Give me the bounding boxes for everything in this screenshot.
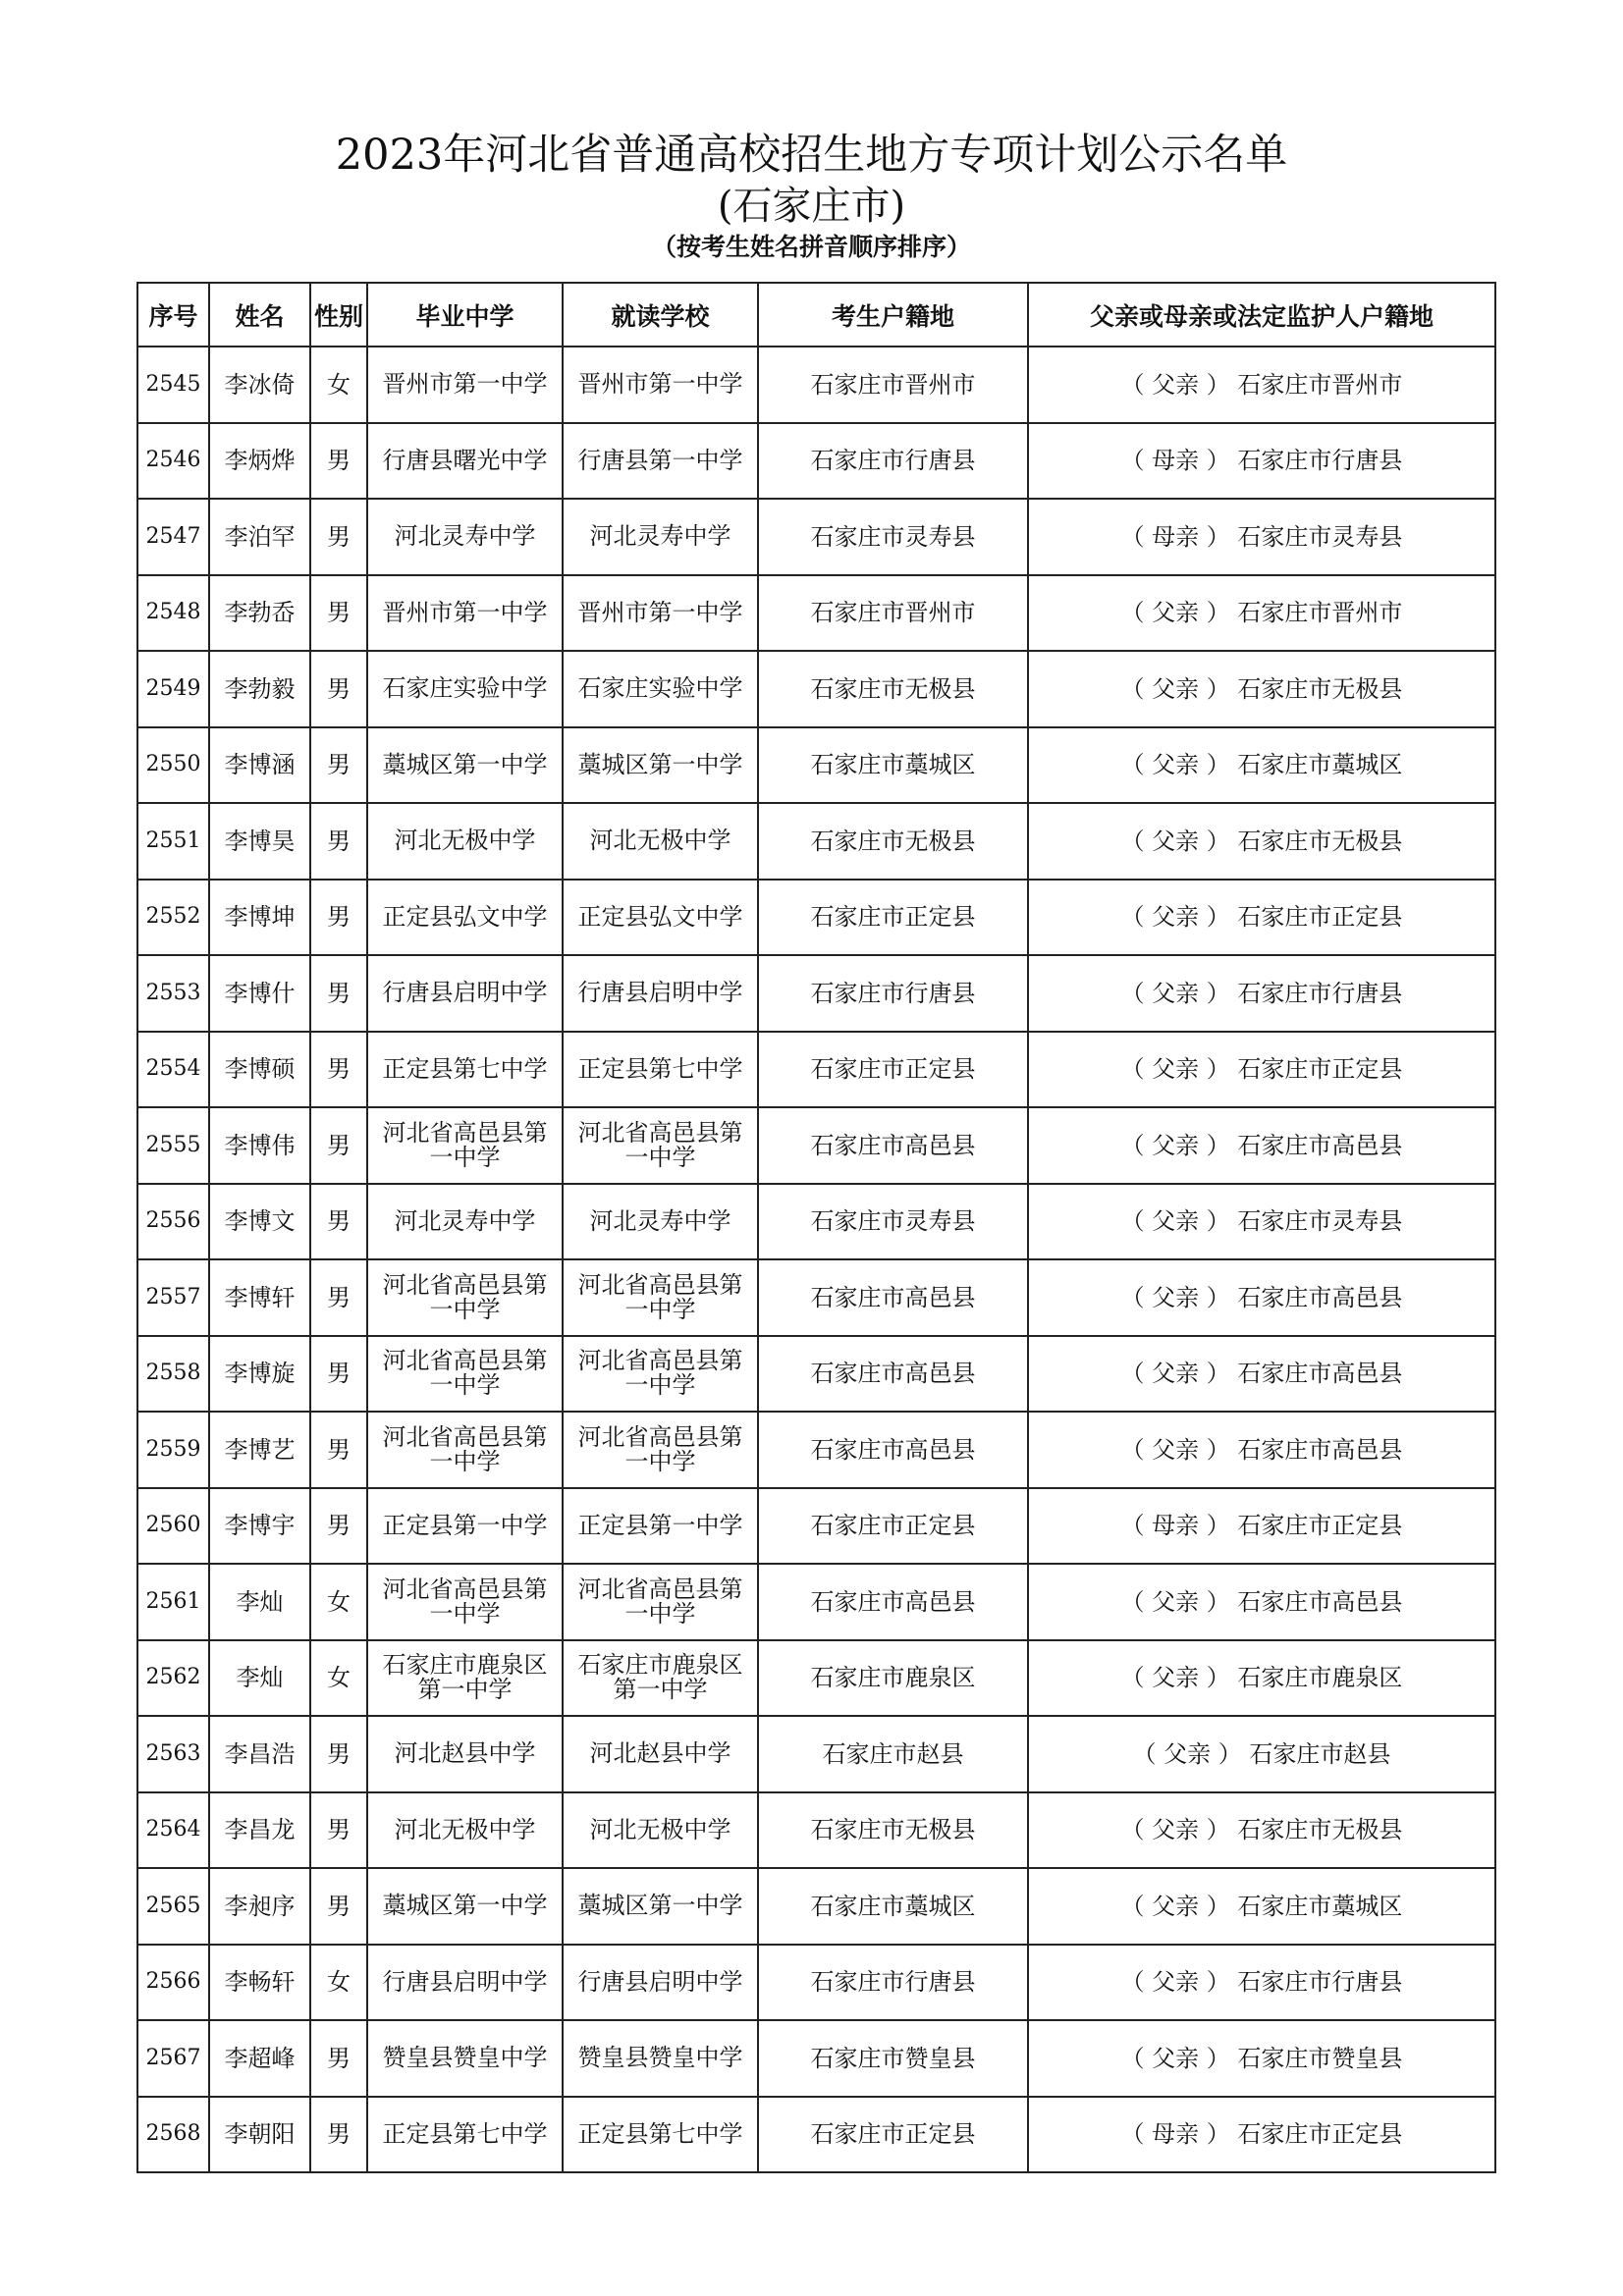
cell-current-school: 石家庄市鹿泉区第一中学 bbox=[563, 1640, 758, 1717]
cell-gender: 男 bbox=[310, 575, 367, 652]
cell-guardian-residence: （ 父亲 ） 石家庄市藁城区 bbox=[1028, 1868, 1495, 1945]
table-row bbox=[137, 1336, 1495, 1413]
cell-guardian-residence: （ 父亲 ） 石家庄市晋州市 bbox=[1028, 347, 1495, 423]
cell-guardian-residence: （ 母亲 ） 石家庄市正定县 bbox=[1028, 2097, 1495, 2173]
cell-current-school: 晋州市第一中学 bbox=[563, 347, 758, 423]
cell-graduated-school: 河北灵寿中学 bbox=[367, 499, 563, 575]
cell-graduated-school: 河北赵县中学 bbox=[367, 1716, 563, 1792]
table-row bbox=[137, 1107, 1495, 1184]
table-row bbox=[137, 575, 1495, 652]
cell-student-residence: 石家庄市高邑县 bbox=[758, 1259, 1028, 1336]
cell-name: 李博伟 bbox=[209, 1107, 310, 1184]
cell-student-residence: 石家庄市正定县 bbox=[758, 880, 1028, 956]
table-row bbox=[137, 651, 1495, 727]
cell-guardian-residence: （ 父亲 ） 石家庄市正定县 bbox=[1028, 880, 1495, 956]
cell-name: 李博文 bbox=[209, 1184, 310, 1260]
cell-gender: 男 bbox=[310, 1032, 367, 1108]
cell-student-residence: 石家庄市高邑县 bbox=[758, 1412, 1028, 1488]
cell-current-school: 河北省高邑县第一中学 bbox=[563, 1259, 758, 1336]
cell-current-school: 河北灵寿中学 bbox=[563, 499, 758, 575]
cell-graduated-school: 晋州市第一中学 bbox=[367, 575, 563, 652]
cell-guardian-residence: （ 父亲 ） 石家庄市赞皇县 bbox=[1028, 2020, 1495, 2097]
cell-student-residence: 石家庄市晋州市 bbox=[758, 347, 1028, 423]
cell-gender: 男 bbox=[310, 1107, 367, 1184]
cell-current-school: 河北省高邑县第一中学 bbox=[563, 1412, 758, 1488]
cell-current-school: 河北灵寿中学 bbox=[563, 1184, 758, 1260]
cell-graduated-school: 河北省高邑县第一中学 bbox=[367, 1336, 563, 1413]
cell-gender: 男 bbox=[310, 1412, 367, 1488]
cell-serial: 2566 bbox=[137, 1945, 209, 2021]
cell-serial: 2560 bbox=[137, 1488, 209, 1565]
cell-name: 李泊罕 bbox=[209, 499, 310, 575]
cell-name: 李昌龙 bbox=[209, 1792, 310, 1869]
table-body bbox=[137, 347, 1495, 2172]
cell-serial: 2565 bbox=[137, 1868, 209, 1945]
cell-name: 李博宇 bbox=[209, 1488, 310, 1565]
cell-graduated-school: 河北无极中学 bbox=[367, 1792, 563, 1869]
cell-name: 李灿 bbox=[209, 1564, 310, 1640]
cell-graduated-school: 行唐县启明中学 bbox=[367, 955, 563, 1032]
cell-guardian-residence: （ 父亲 ） 石家庄市灵寿县 bbox=[1028, 1184, 1495, 1260]
cell-name: 李畅轩 bbox=[209, 1945, 310, 2021]
cell-graduated-school: 河北省高邑县第一中学 bbox=[367, 1412, 563, 1488]
header-name: 姓名 bbox=[209, 283, 310, 347]
cell-current-school: 行唐县启明中学 bbox=[563, 1945, 758, 2021]
cell-student-residence: 石家庄市无极县 bbox=[758, 1792, 1028, 1869]
cell-student-residence: 石家庄市赞皇县 bbox=[758, 2020, 1028, 2097]
cell-gender: 女 bbox=[310, 1945, 367, 2021]
table-row bbox=[137, 803, 1495, 880]
header-current-school: 就读学校 bbox=[563, 283, 758, 347]
cell-current-school: 石家庄实验中学 bbox=[563, 651, 758, 727]
page-title: 2023年河北省普通高校招生地方专项计划公示名单 bbox=[335, 131, 1288, 180]
cell-student-residence: 石家庄市高邑县 bbox=[758, 1336, 1028, 1413]
cell-student-residence: 石家庄市正定县 bbox=[758, 1488, 1028, 1565]
cell-current-school: 晋州市第一中学 bbox=[563, 575, 758, 652]
cell-student-residence: 石家庄市灵寿县 bbox=[758, 499, 1028, 575]
cell-current-school: 赞皇县赞皇中学 bbox=[563, 2020, 758, 2097]
table-row bbox=[137, 1640, 1495, 1717]
cell-graduated-school: 石家庄市鹿泉区第一中学 bbox=[367, 1640, 563, 1717]
cell-guardian-residence: （ 父亲 ） 石家庄市藁城区 bbox=[1028, 727, 1495, 804]
cell-graduated-school: 正定县第七中学 bbox=[367, 1032, 563, 1108]
cell-graduated-school: 赞皇县赞皇中学 bbox=[367, 2020, 563, 2097]
cell-current-school: 行唐县第一中学 bbox=[563, 423, 758, 500]
cell-graduated-school: 石家庄实验中学 bbox=[367, 651, 563, 727]
cell-guardian-residence: （ 父亲 ） 石家庄市高邑县 bbox=[1028, 1107, 1495, 1184]
cell-graduated-school: 晋州市第一中学 bbox=[367, 347, 563, 423]
cell-current-school: 河北省高邑县第一中学 bbox=[563, 1564, 758, 1640]
cell-student-residence: 石家庄市行唐县 bbox=[758, 423, 1028, 500]
table-row bbox=[137, 1184, 1495, 1260]
cell-current-school: 河北无极中学 bbox=[563, 803, 758, 880]
candidate-list-table bbox=[136, 282, 1496, 2173]
cell-guardian-residence: （ 父亲 ） 石家庄市行唐县 bbox=[1028, 1945, 1495, 2021]
cell-guardian-residence: （ 父亲 ） 石家庄市正定县 bbox=[1028, 1032, 1495, 1108]
cell-student-residence: 石家庄市藁城区 bbox=[758, 727, 1028, 804]
cell-graduated-school: 河北省高邑县第一中学 bbox=[367, 1107, 563, 1184]
table-row bbox=[137, 1564, 1495, 1640]
cell-gender: 男 bbox=[310, 499, 367, 575]
cell-student-residence: 石家庄市灵寿县 bbox=[758, 1184, 1028, 1260]
table-row bbox=[137, 1488, 1495, 1565]
cell-name: 李博旋 bbox=[209, 1336, 310, 1413]
cell-name: 李冰倚 bbox=[209, 347, 310, 423]
cell-gender: 女 bbox=[310, 1564, 367, 1640]
header-guardian-residence: 父亲或母亲或法定监护人户籍地 bbox=[1028, 283, 1495, 347]
cell-serial: 2549 bbox=[137, 651, 209, 727]
cell-serial: 2547 bbox=[137, 499, 209, 575]
cell-current-school: 行唐县启明中学 bbox=[563, 955, 758, 1032]
cell-serial: 2564 bbox=[137, 1792, 209, 1869]
cell-serial: 2558 bbox=[137, 1336, 209, 1413]
cell-gender: 男 bbox=[310, 880, 367, 956]
table-header-row bbox=[137, 283, 1495, 347]
cell-current-school: 河北省高邑县第一中学 bbox=[563, 1107, 758, 1184]
cell-student-residence: 石家庄市鹿泉区 bbox=[758, 1640, 1028, 1717]
table-row bbox=[137, 499, 1495, 575]
cell-graduated-school: 行唐县启明中学 bbox=[367, 1945, 563, 2021]
cell-name: 李昌浩 bbox=[209, 1716, 310, 1792]
cell-name: 李博什 bbox=[209, 955, 310, 1032]
cell-gender: 男 bbox=[310, 955, 367, 1032]
cell-student-residence: 石家庄市晋州市 bbox=[758, 575, 1028, 652]
cell-serial: 2553 bbox=[137, 955, 209, 1032]
cell-serial: 2556 bbox=[137, 1184, 209, 1260]
cell-guardian-residence: （ 父亲 ） 石家庄市高邑县 bbox=[1028, 1564, 1495, 1640]
cell-guardian-residence: （ 父亲 ） 石家庄市高邑县 bbox=[1028, 1412, 1495, 1488]
cell-guardian-residence: （ 父亲 ） 石家庄市赵县 bbox=[1028, 1716, 1495, 1792]
cell-serial: 2563 bbox=[137, 1716, 209, 1792]
table-row bbox=[137, 2097, 1495, 2173]
cell-name: 李朝阳 bbox=[209, 2097, 310, 2173]
cell-gender: 男 bbox=[310, 1184, 367, 1260]
cell-guardian-residence: （ 父亲 ） 石家庄市无极县 bbox=[1028, 1792, 1495, 1869]
cell-serial: 2554 bbox=[137, 1032, 209, 1108]
sort-order-note: （按考生姓名拼音顺序排序） bbox=[651, 233, 971, 261]
header-student-residence: 考生户籍地 bbox=[758, 283, 1028, 347]
table-row bbox=[137, 1792, 1495, 1869]
cell-current-school: 藁城区第一中学 bbox=[563, 727, 758, 804]
cell-student-residence: 石家庄市无极县 bbox=[758, 651, 1028, 727]
table-row bbox=[137, 880, 1495, 956]
cell-current-school: 河北无极中学 bbox=[563, 1792, 758, 1869]
cell-serial: 2545 bbox=[137, 347, 209, 423]
cell-student-residence: 石家庄市无极县 bbox=[758, 803, 1028, 880]
cell-serial: 2562 bbox=[137, 1640, 209, 1717]
cell-name: 李博涵 bbox=[209, 727, 310, 804]
cell-serial: 2551 bbox=[137, 803, 209, 880]
cell-graduated-school: 藁城区第一中学 bbox=[367, 1868, 563, 1945]
cell-graduated-school: 藁城区第一中学 bbox=[367, 727, 563, 804]
cell-serial: 2557 bbox=[137, 1259, 209, 1336]
cell-name: 李博昊 bbox=[209, 803, 310, 880]
table-row bbox=[137, 1412, 1495, 1488]
cell-name: 李博坤 bbox=[209, 880, 310, 956]
cell-name: 李勃毅 bbox=[209, 651, 310, 727]
cell-serial: 2568 bbox=[137, 2097, 209, 2173]
cell-gender: 男 bbox=[310, 727, 367, 804]
table-row bbox=[137, 1259, 1495, 1336]
cell-name: 李博轩 bbox=[209, 1259, 310, 1336]
cell-gender: 男 bbox=[310, 1716, 367, 1792]
cell-name: 李炳烨 bbox=[209, 423, 310, 500]
cell-gender: 女 bbox=[310, 347, 367, 423]
cell-serial: 2550 bbox=[137, 727, 209, 804]
cell-serial: 2546 bbox=[137, 423, 209, 500]
cell-student-residence: 石家庄市高邑县 bbox=[758, 1107, 1028, 1184]
cell-gender: 男 bbox=[310, 1488, 367, 1565]
cell-serial: 2561 bbox=[137, 1564, 209, 1640]
page-subtitle-city: (石家庄市) bbox=[717, 184, 906, 229]
cell-gender: 男 bbox=[310, 1259, 367, 1336]
cell-guardian-residence: （ 母亲 ） 石家庄市行唐县 bbox=[1028, 423, 1495, 500]
cell-guardian-residence: （ 母亲 ） 石家庄市正定县 bbox=[1028, 1488, 1495, 1565]
cell-student-residence: 石家庄市藁城区 bbox=[758, 1868, 1028, 1945]
cell-graduated-school: 正定县第七中学 bbox=[367, 2097, 563, 2173]
cell-graduated-school: 正定县弘文中学 bbox=[367, 880, 563, 956]
cell-student-residence: 石家庄市高邑县 bbox=[758, 1564, 1028, 1640]
cell-student-residence: 石家庄市正定县 bbox=[758, 2097, 1028, 2173]
header-serial: 序号 bbox=[137, 283, 209, 347]
table-row bbox=[137, 2020, 1495, 2097]
table-row bbox=[137, 1945, 1495, 2021]
cell-gender: 男 bbox=[310, 423, 367, 500]
cell-gender: 女 bbox=[310, 1640, 367, 1717]
cell-graduated-school: 河北无极中学 bbox=[367, 803, 563, 880]
cell-gender: 男 bbox=[310, 803, 367, 880]
cell-gender: 男 bbox=[310, 1792, 367, 1869]
cell-student-residence: 石家庄市行唐县 bbox=[758, 955, 1028, 1032]
table-row bbox=[137, 1868, 1495, 1945]
cell-guardian-residence: （ 母亲 ） 石家庄市灵寿县 bbox=[1028, 499, 1495, 575]
cell-name: 李超峰 bbox=[209, 2020, 310, 2097]
table-row bbox=[137, 955, 1495, 1032]
header-gender: 性别 bbox=[310, 283, 367, 347]
cell-student-residence: 石家庄市行唐县 bbox=[758, 1945, 1028, 2021]
cell-name: 李昶序 bbox=[209, 1868, 310, 1945]
cell-graduated-school: 行唐县曙光中学 bbox=[367, 423, 563, 500]
cell-guardian-residence: （ 父亲 ） 石家庄市鹿泉区 bbox=[1028, 1640, 1495, 1717]
cell-current-school: 正定县弘文中学 bbox=[563, 880, 758, 956]
cell-guardian-residence: （ 父亲 ） 石家庄市晋州市 bbox=[1028, 575, 1495, 652]
cell-serial: 2555 bbox=[137, 1107, 209, 1184]
cell-serial: 2567 bbox=[137, 2020, 209, 2097]
cell-gender: 男 bbox=[310, 2097, 367, 2173]
header-graduated-school: 毕业中学 bbox=[367, 283, 563, 347]
cell-student-residence: 石家庄市正定县 bbox=[758, 1032, 1028, 1108]
cell-guardian-residence: （ 父亲 ） 石家庄市高邑县 bbox=[1028, 1259, 1495, 1336]
table-row bbox=[137, 347, 1495, 423]
cell-graduated-school: 河北灵寿中学 bbox=[367, 1184, 563, 1260]
table-row bbox=[137, 1716, 1495, 1792]
cell-current-school: 河北省高邑县第一中学 bbox=[563, 1336, 758, 1413]
cell-name: 李博硕 bbox=[209, 1032, 310, 1108]
cell-name: 李灿 bbox=[209, 1640, 310, 1717]
table-row bbox=[137, 1032, 1495, 1108]
table-row bbox=[137, 727, 1495, 804]
cell-student-residence: 石家庄市赵县 bbox=[758, 1716, 1028, 1792]
cell-current-school: 正定县第一中学 bbox=[563, 1488, 758, 1565]
cell-current-school: 正定县第七中学 bbox=[563, 1032, 758, 1108]
cell-gender: 男 bbox=[310, 2020, 367, 2097]
cell-guardian-residence: （ 父亲 ） 石家庄市无极县 bbox=[1028, 651, 1495, 727]
cell-graduated-school: 正定县第一中学 bbox=[367, 1488, 563, 1565]
table-row bbox=[137, 423, 1495, 500]
cell-graduated-school: 河北省高邑县第一中学 bbox=[367, 1259, 563, 1336]
cell-gender: 男 bbox=[310, 1336, 367, 1413]
cell-serial: 2552 bbox=[137, 880, 209, 956]
cell-gender: 男 bbox=[310, 651, 367, 727]
cell-name: 李博艺 bbox=[209, 1412, 310, 1488]
cell-name: 李勃岙 bbox=[209, 575, 310, 652]
cell-guardian-residence: （ 父亲 ） 石家庄市行唐县 bbox=[1028, 955, 1495, 1032]
cell-serial: 2559 bbox=[137, 1412, 209, 1488]
cell-current-school: 正定县第七中学 bbox=[563, 2097, 758, 2173]
cell-gender: 男 bbox=[310, 1868, 367, 1945]
cell-current-school: 藁城区第一中学 bbox=[563, 1868, 758, 1945]
cell-serial: 2548 bbox=[137, 575, 209, 652]
cell-guardian-residence: （ 父亲 ） 石家庄市无极县 bbox=[1028, 803, 1495, 880]
cell-current-school: 河北赵县中学 bbox=[563, 1716, 758, 1792]
cell-graduated-school: 河北省高邑县第一中学 bbox=[367, 1564, 563, 1640]
cell-guardian-residence: （ 父亲 ） 石家庄市高邑县 bbox=[1028, 1336, 1495, 1413]
